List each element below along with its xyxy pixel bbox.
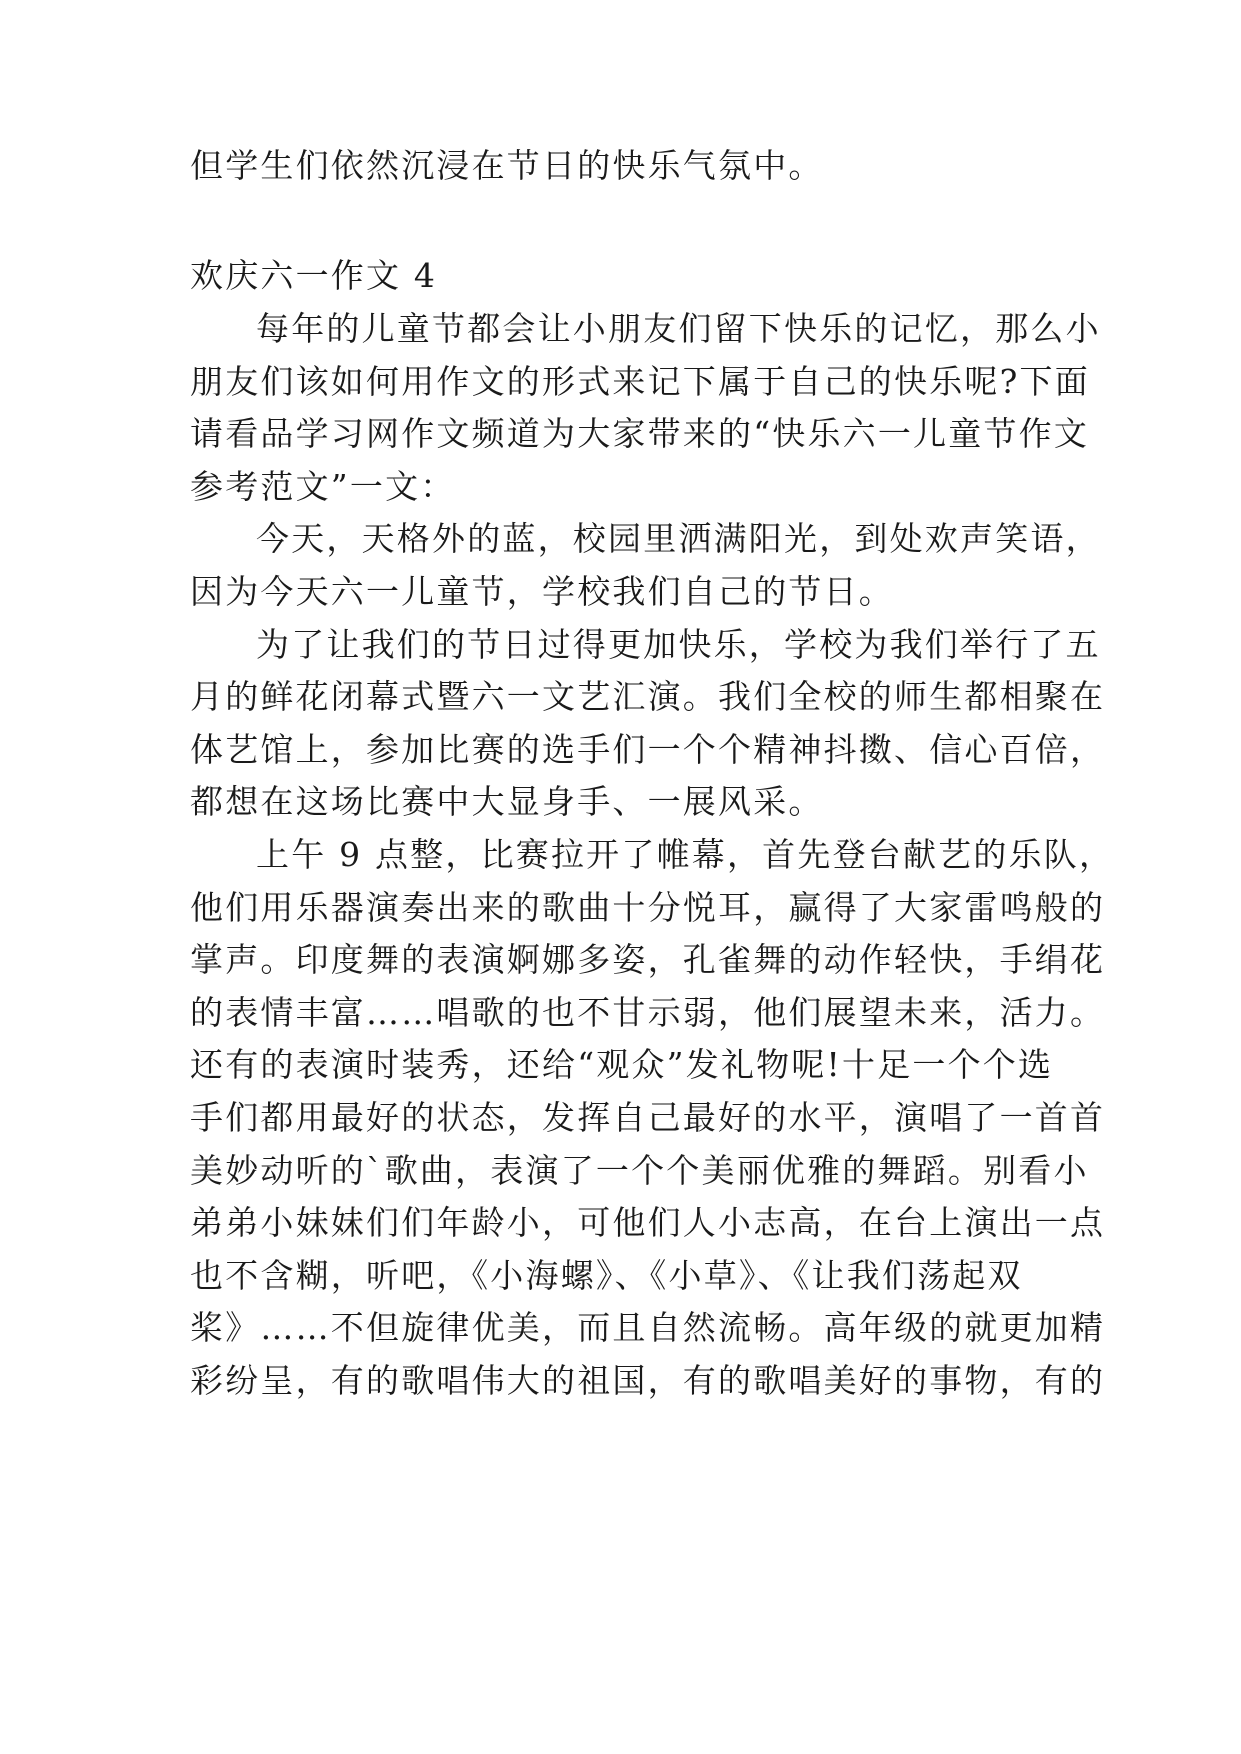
paragraph-line: 上午 9 点整，比赛拉开了帷幕，首先登台献艺的乐队， bbox=[256, 835, 1115, 874]
paragraph-line: 今天，天格外的蓝，校园里洒满阳光，到处欢声笑语， bbox=[256, 519, 1101, 558]
paragraph-line: 为了让我们的节日过得更加快乐，学校为我们举行了五 bbox=[256, 625, 1101, 664]
paragraph-line: 月的鲜花闭幕式暨六一文艺汇演。我们全校的师生都相聚在 bbox=[190, 677, 1106, 716]
paragraph-line: 彩纷呈，有的歌唱伟大的祖国，有的歌唱美好的事物，有的 bbox=[190, 1361, 1106, 1400]
paragraph-line: 因为今天六一儿童节，学校我们自己的节日。 bbox=[190, 572, 894, 611]
paragraph-line: 美妙动听的`歌曲，表演了一个个美丽优雅的舞蹈。别看小 bbox=[190, 1151, 1089, 1190]
paragraph-line: 掌声。印度舞的表演婀娜多姿，孔雀舞的动作轻快，手绢花 bbox=[190, 940, 1106, 979]
paragraph-line: 都想在这场比赛中大显身手、一展风采。 bbox=[190, 782, 824, 821]
text-line: 但学生们依然沉浸在节日的快乐气氛中。 bbox=[190, 146, 824, 185]
paragraph-line: 还有的表演时装秀，还给“观众”发礼物呢!十足一个个选 bbox=[190, 1045, 1054, 1084]
paragraph-line: 手们都用最好的状态，发挥自己最好的水平，演唱了一首首 bbox=[190, 1098, 1106, 1137]
paragraph-line: 也不含糊，听吧，《小海螺》、《小草》、《让我们荡起双 bbox=[190, 1256, 1023, 1295]
paragraph-line: 朋友们该如何用作文的形式来记下属于自己的快乐呢?下面 bbox=[190, 362, 1090, 401]
paragraph-line: 请看品学习网作文频道为大家带来的“快乐六一儿童节作文 bbox=[190, 414, 1090, 453]
section-heading: 欢庆六一作文 4 bbox=[190, 256, 438, 295]
paragraph-line: 体艺馆上，参加比赛的选手们一个个精神抖擞、信心百倍， bbox=[190, 730, 1106, 769]
paragraph-line: 每年的儿童节都会让小朋友们留下快乐的记忆，那么小 bbox=[256, 309, 1101, 348]
paragraph-line: 弟弟小妹妹们们年龄小，可他们人小志高，在台上演出一点 bbox=[190, 1203, 1106, 1242]
paragraph-line: 的表情丰富……唱歌的也不甘示弱，他们展望未来，活力。 bbox=[190, 993, 1106, 1032]
paragraph-line: 参考范文”一文： bbox=[190, 467, 456, 506]
paragraph-line: 他们用乐器演奏出来的歌曲十分悦耳，赢得了大家雷鸣般的 bbox=[190, 888, 1106, 927]
paragraph-line: 桨》……不但旋律优美，而且自然流畅。高年级的就更加精 bbox=[190, 1308, 1106, 1347]
